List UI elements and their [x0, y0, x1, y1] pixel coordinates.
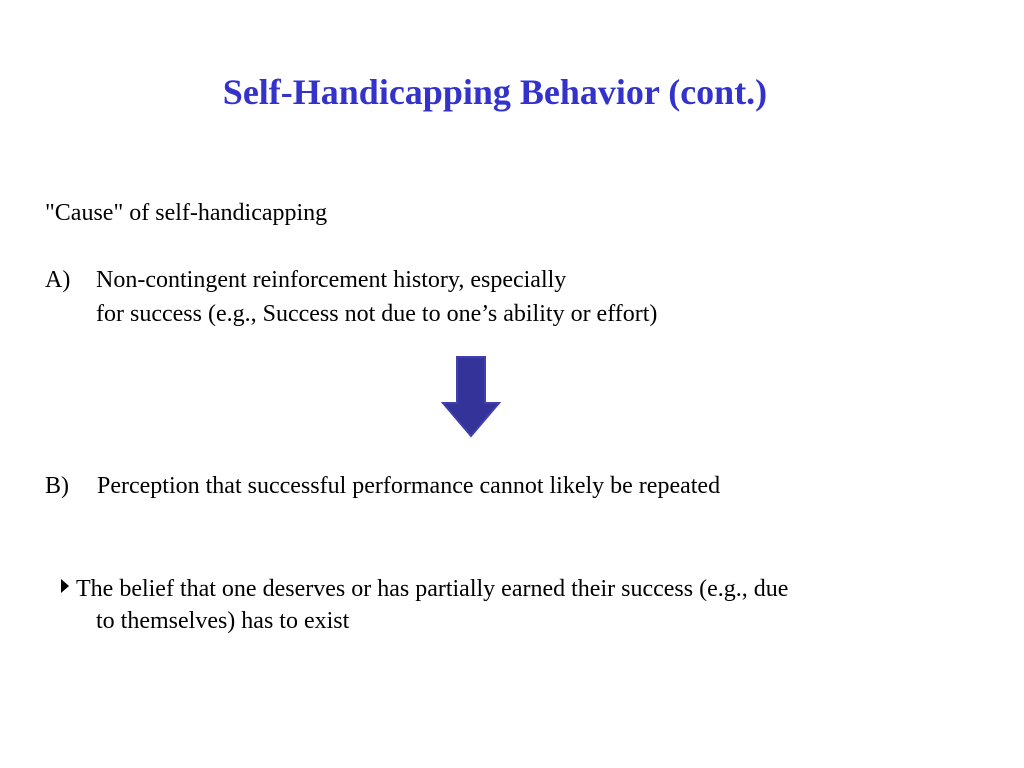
item-a-text-line-1: Non-contingent reinforcement history, especially: [96, 267, 567, 293]
down-arrow-icon: [441, 356, 501, 438]
item-a-text-line-2: for success (e.g., Success not due to one’s ability or effort): [96, 301, 658, 327]
belief-text-line-2: to themselves) has to exist: [96, 608, 350, 634]
belief-text-line-1: The belief that one deserves or has partially earned their success (e.g., due: [76, 576, 789, 602]
item-b-text: Perception that successful performance cannot likely be repeated: [97, 473, 721, 499]
item-a-marker: A): [45, 267, 71, 293]
slide-title: Self-Handicapping Behavior (cont.): [222, 72, 768, 112]
cause-heading: "Cause" of self-handicapping: [45, 200, 328, 226]
triangle-bullet-icon: [60, 578, 70, 594]
item-b-marker: B): [45, 473, 69, 499]
